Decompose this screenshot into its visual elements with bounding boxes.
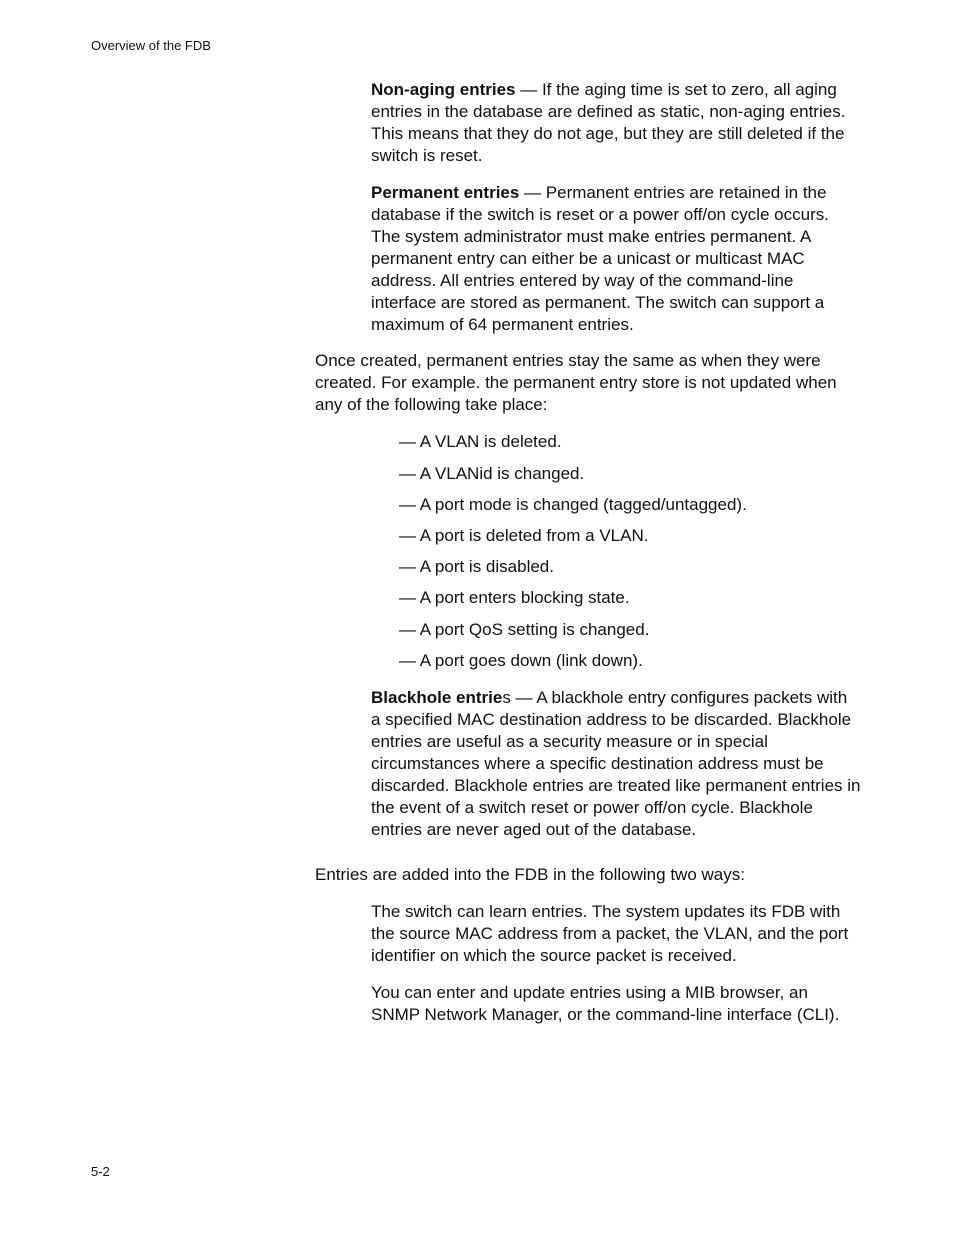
list-item: — A port is disabled. [399,557,554,576]
permanent-entries-text: — Permanent entries are retained in the database if the switch is reset or a power off/on cycle occurs. The system administrator must make entries permanent. A permanent entry can either be a unicast or multicast MAC address. All entries entered by way of the command-line interface are stored as permanent. The switch can support a maximum of 64 permanent entries. [371,183,829,334]
running-header: Overview of the FDB [91,38,211,53]
entries-added-paragraph: Entries are added into the FDB in the following two ways: [315,865,745,884]
list-item: — A VLANid is changed. [399,464,585,483]
list-item: — A port is deleted from a VLAN. [399,526,649,545]
permanent-entries-paragraph [371,182,861,336]
blackhole-entries-text: s — A blackhole entry configures packets with a specified MAC destination address to be discarded. Blackhole entries are useful as a security measure or in special circumstances where a specific destination address must be discarded. Blackhole entries are treated like permanent entries in the event of a switch reset or power off/on cycle. Blackhole entries are never aged out of the database. [371,688,861,839]
list-item: — A VLAN is deleted. [399,432,562,451]
non-aging-entries-term: Non-aging entries [371,80,516,99]
blackhole-entries-term: Blackhole entrie [371,688,503,707]
learn-entries-paragraph: The switch can learn entries. The system updates its FDB with the source MAC address from a packet, the VLAN, and the port identifier on which the source packet is received. [371,902,849,965]
permanent-entries-term: Permanent entries [371,183,520,202]
list-item: — A port mode is changed (tagged/untagged). [399,495,747,514]
manual-entries-paragraph: You can enter and update entries using a MIB browser, an SNMP Network Manager, or the command-line interface (CLI). [371,983,840,1024]
list-item: — A port goes down (link down). [399,651,643,670]
page-number: 5-2 [91,1164,110,1179]
list-item: — A port enters blocking state. [399,588,630,607]
non-aging-entries-paragraph [371,79,861,167]
once-created-paragraph: Once created, permanent entries stay the same as when they were created. For example. the permanent entry store is not updated when any of the following take place: [315,351,837,414]
non-aging-entries-text: — If the aging time is set to zero, all aging entries in the database are defined as static, non-aging entries. This means that they do not age, but they are still deleted if the switch is reset. [371,80,846,165]
blackhole-entries-paragraph [371,687,861,841]
list-item: — A port QoS setting is changed. [399,620,650,639]
